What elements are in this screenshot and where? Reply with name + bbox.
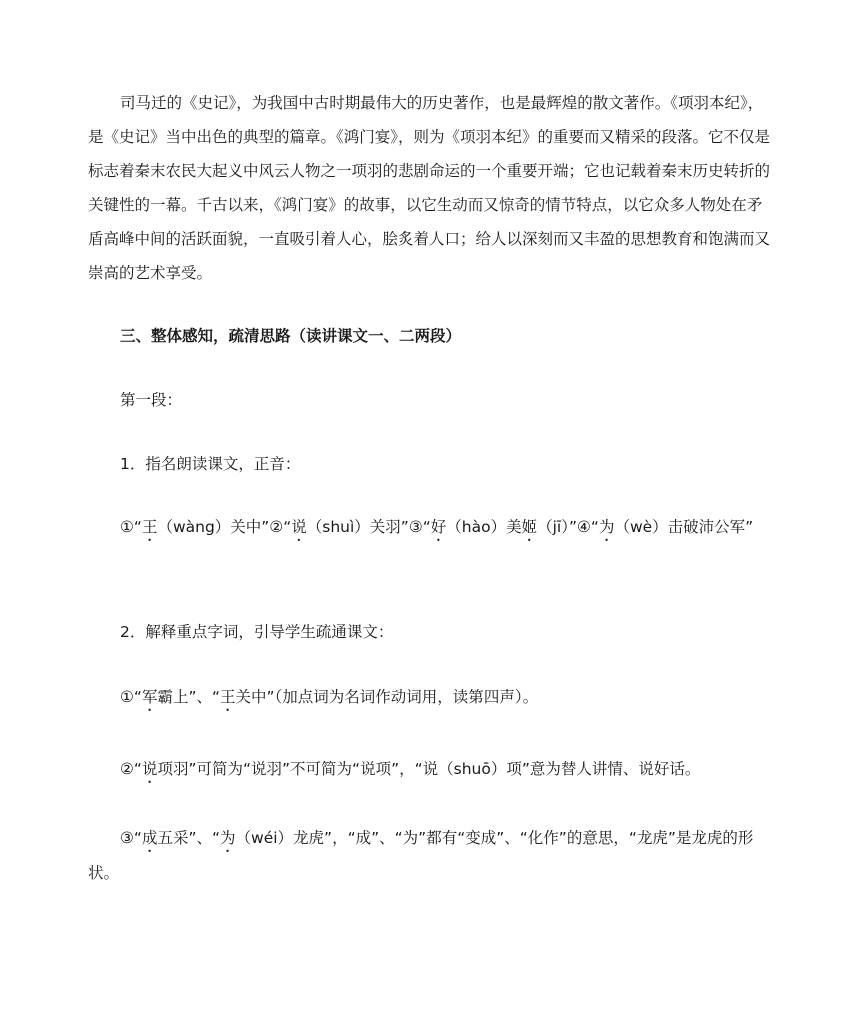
item-2-explain-words: 2．解释重点字词，引导学生疏通课文： (120, 623, 394, 641)
pron-char-shui: 说 (291, 518, 307, 536)
note1-text-2: 霸上”、“ (157, 688, 221, 706)
note2-char-shui: 说 (141, 760, 158, 778)
note-1 (88, 680, 773, 715)
intro-paragraph: 司马迁的《史记》，为我国中古时期最伟大的历史著作，也是最辉煌的散文著作。《项羽本纪》，是《史记》当中出色的典型的篇章。《鸿门宴》，则为《项羽本纪》的重要而又精采的段落。它不仅是标志着秦末农民大起义中风云人物之一项羽的悲剧命运的一个重要开端；它也记载着秦末历史转折的关键性的一幕。千古以来，《鸿门宴》的故事，以它生动而又惊奇的情节特点，以它众多人物处在矛盾高峰中间的活跃面貌，一直吸引着人心，脍炙着人口；给人以深刻而又丰盈的思想教育和饱满而又崇高的艺术享受。 (88, 94, 771, 282)
pron-char-wei: 为 (598, 518, 615, 536)
note3-text-1: ③“ (120, 829, 142, 847)
part-label: 第一段： (120, 391, 183, 409)
note1-text-3: 关中”（加点词为名词作动词用，读第四声）。 (235, 688, 539, 706)
note2-text-1: ②“ (120, 760, 142, 778)
note1-char-wang: 王 (220, 688, 236, 706)
pron-text-2: （wàng）关中”②“ (157, 518, 292, 536)
note3-text-2: 五采”、“ (157, 829, 221, 847)
pronunciation-list (88, 510, 773, 545)
pron-text-5: （jī）”④“ (537, 518, 599, 536)
note-2 (88, 752, 773, 787)
note1-char-jun: 军 (141, 688, 158, 706)
note2-text-2: 项羽”可简为“说羽”不可简为“说项”，“说（shuō）项”意为替人讲情、说好话。 (157, 760, 701, 778)
pron-text-1: ①“ (120, 518, 142, 536)
pron-char-ji: 姬 (521, 518, 538, 536)
section-heading: 三、整体感知，疏清思路（读讲课文一、二两段） (120, 327, 462, 345)
pron-text-6: （wè）击破沛公军” (614, 518, 754, 536)
pron-char-wang: 王 (141, 518, 158, 536)
pron-text-3: （shuì）关羽”③“ (306, 518, 431, 536)
pron-char-hao: 好 (430, 518, 447, 536)
item-1-read-aloud: 1．指名朗读课文，正音： (120, 455, 301, 473)
note-3 (88, 821, 773, 890)
pron-text-4: （hào）美 (446, 518, 522, 536)
note3-text-3: （wéi）龙虎”，“成”、“为”都有“变成”、“化作”的意思，“龙虎”是龙虎的形状。 (88, 829, 754, 882)
note3-char-cheng: 成 (141, 829, 158, 847)
note3-char-wei: 为 (220, 829, 236, 847)
note1-text-1: ①“ (120, 688, 142, 706)
